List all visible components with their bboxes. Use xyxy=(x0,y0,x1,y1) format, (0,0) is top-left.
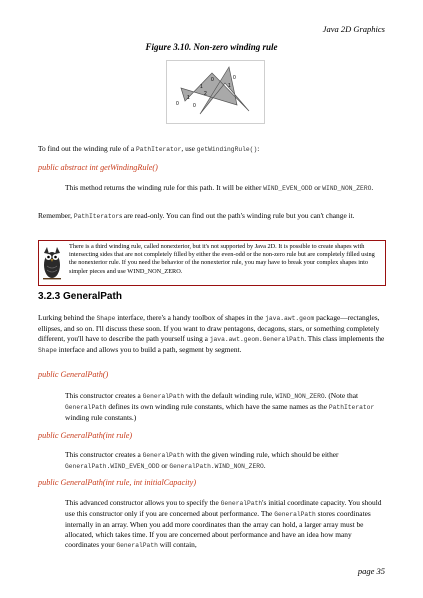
method-signature-getWindingRule: public abstract int getWindingRule() xyxy=(38,163,158,172)
winding-label: 0 xyxy=(211,77,214,83)
winding-label: 2 xyxy=(204,91,207,97)
running-header: Java 2D Graphics xyxy=(322,24,385,34)
figure-winding-rule xyxy=(166,60,265,124)
owl-icon xyxy=(41,244,63,282)
paragraph-read-only: Remember, PathIterators are read-only. You can find out the path's winding rule but you can't change it. xyxy=(38,211,355,220)
paragraph-ctor-capacity-desc: This advanced constructor allows you to specify the GeneralPath's initial coordinate capacity. You should use this constructor only if you are concerned about performance. The GeneralPath stores coordinates internally in an array. When you add more coordinates than the array can hold, a larger array must be allocated, which takes time. If you are concerned about performance and have an idea how many coordinates your GeneralPath will contain, xyxy=(65,498,382,549)
method-signature-ctor-capacity: public GeneralPath(int rule, int initialCapacity) xyxy=(38,478,197,487)
paragraph-ctor-rule-desc: This constructor creates a GeneralPath with the given winding rule, which should be either GeneralPath.WIND_EVEN_ODD or GeneralPath.WIND_NON_ZERO. xyxy=(65,450,339,470)
winding-rule-illustration xyxy=(167,61,264,123)
winding-label: 0 xyxy=(176,101,179,107)
paragraph-ctor-default-desc: This constructor creates a GeneralPath with the default winding rule, WIND_NON_ZERO. (Note that GeneralPath defines its own winding rule constants, which have the same names as the PathIterator winding rule constants.) xyxy=(65,391,375,422)
winding-label: 1 xyxy=(187,95,190,101)
note-callout xyxy=(38,240,386,286)
method-signature-ctor-rule: public GeneralPath(int rule) xyxy=(38,431,133,440)
winding-label: 0 xyxy=(233,75,236,81)
winding-label: 1 xyxy=(228,83,231,89)
self-intersecting-shape xyxy=(181,67,249,114)
method-signature-ctor-default: public GeneralPath() xyxy=(38,370,109,379)
paragraph-generalpath-intro: Lurking behind the Shape interface, there's a handy toolbox of shapes in the java.awt.geom package—rectangles, ellipses, and so on. I'll discuss these soon. If you want to draw pentagons, decagons, stars, or something completely different, you'll have to describe the path yourself using a java.awt.geom.GeneralPath. This class implements the Shape interface and allows you to build a path, segment by segment. xyxy=(38,313,385,354)
winding-label: 0 xyxy=(193,103,196,109)
paragraph-winding-rule-intro: To find out the winding rule of a PathIterator, use getWindingRule(): xyxy=(38,144,260,153)
figure-caption: Figure 3.10. Non-zero winding rule xyxy=(145,42,278,52)
section-heading: 3.2.3 GeneralPath xyxy=(38,291,122,302)
paragraph-getWindingRule-desc: This method returns the winding rule for this path. It will be either WIND_EVEN_ODD or WIND_NON_ZERO. xyxy=(65,183,374,192)
winding-label: 1 xyxy=(200,84,203,90)
page-number: page 35 xyxy=(357,566,385,576)
note-text: There is a third winding rule, called nonexterior, but it's not supported by Java 2D. It is possible to create shapes with intersecting sides that are not completely filled by either the even-odd or the non-zero rule but are completely filled using the nonexterior rule. If you need the behavior of the nonexterior rule, you may have to break your complex shapes into simpler pieces and use WIND_NON_ZERO. xyxy=(69,243,375,275)
